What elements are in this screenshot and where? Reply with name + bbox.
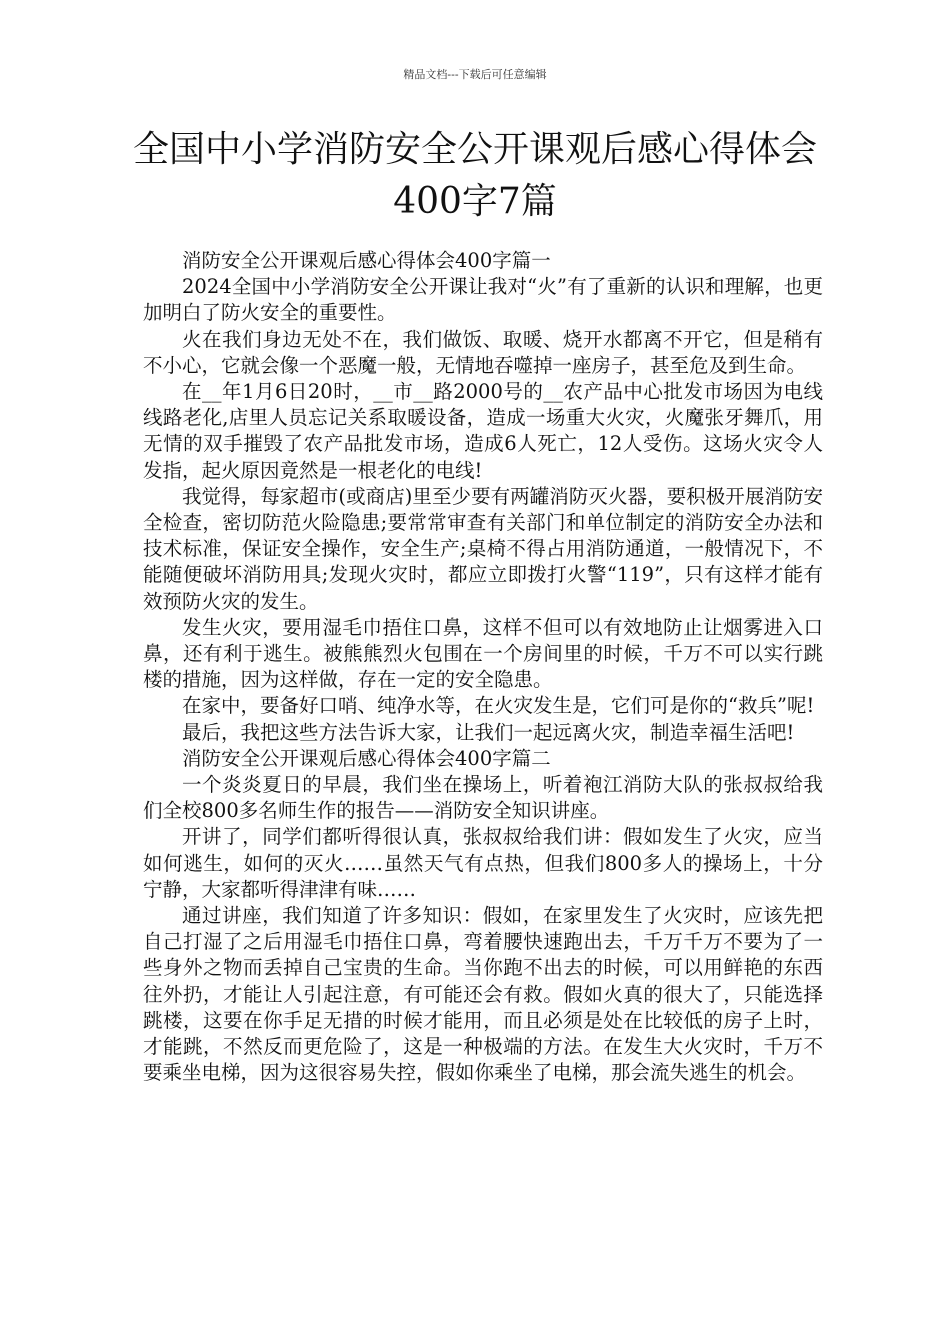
paragraph: 我觉得，每家超市(或商店)里至少要有两罐消防灭火器，要积极开展消防安全检查，密切防范火险隐患;要常常审查有关部门和单位制定的消防安全办法和技术标准，保证安全操作，安全生产;桌椅不得占用消防通道，一般情况下，不能随便破坏消防用具;发现火灾时，都应立即拨打火警“119”，只有这样才能有效预防火灾的发生。 (143, 484, 823, 613)
paragraph: 通过讲座，我们知道了许多知识：假如，在家里发生了火灾时，应该先把自己打湿了之后用湿毛巾捂住口鼻，弯着腰快速跑出去，千万千万不要为了一些身外之物而丢掉自己宝贵的生命。当你跑不出去的时候，可以用鲜艳的东西往外扔，才能让人引起注意，有可能还会有救。假如火真的很大了，只能选择跳楼，这要在你手足无措的时候才能用，而且必须是处在比较低的房子上时，才能跳，不然反而更危险了，这是一种极端的方法。在发生大火灾时，千万不要乘坐电梯，因为这很容易失控，假如你乘坐了电梯，那会流失逃生的机会。 (143, 904, 823, 1085)
paragraph: 发生火灾，要用湿毛巾捂住口鼻，这样不但可以有效地防止让烟雾进入口鼻，还有利于逃生。被熊熊烈火包围在一个房间里的时候，千万不可以实行跳楼的措施，因为这样做，存在一定的安全隐患。 (143, 615, 823, 692)
paragraph: 在家中，要备好口哨、纯净水等，在火灾发生是，它们可是你的“救兵”呢! (182, 694, 815, 718)
section-heading: 消防安全公开课观后感心得体会400字篇二 (182, 746, 551, 770)
paragraph: 火在我们身边无处不在，我们做饭、取暖、烧开水都离不开它，但是稍有不小心，它就会像一个恶魔一般，无情地吞噬掉一座房子，甚至危及到生命。 (143, 327, 823, 377)
paragraph: 一个炎炎夏日的早晨，我们坐在操场上，听着袍江消防大队的张叔叔给我们全校800多名师生作的报告——消防安全知识讲座。 (143, 773, 823, 823)
document-body (143, 248, 823, 1087)
paragraph: 2024全国中小学消防安全公开课让我对“火”有了重新的认识和理解，也更加明白了防火安全的重要性。 (143, 275, 823, 325)
document-title: 全国中小学消防安全公开课观后感心得体会400字7篇 (132, 129, 817, 222)
paragraph: 开讲了，同学们都听得很认真，张叔叔给我们讲：假如发生了火灾，应当如何逃生，如何的灭火……虽然天气有点热，但我们800多人的操场上，十分宁静，大家都听得津津有味…… (143, 825, 823, 901)
paragraph: 在__年1月6日20时，__市__路2000号的__农产品中心批发市场因为电线线路老化,店里人员忘记关系取暖设备，造成一场重大火灾，火魔张牙舞爪，用无情的双手摧毁了农产品批发市场，造成6人死亡，12人受伤。这场火灾令人发指，起火原因竟然是一根老化的电线! (143, 380, 823, 482)
section-heading: 消防安全公开课观后感心得体会400字篇一 (182, 249, 551, 272)
header-note: 精品文档---下载后可任意编辑 (403, 68, 547, 81)
paragraph: 最后，我把这些方法告诉大家，让我们一起远离火灾，制造幸福生活吧! (182, 720, 795, 744)
